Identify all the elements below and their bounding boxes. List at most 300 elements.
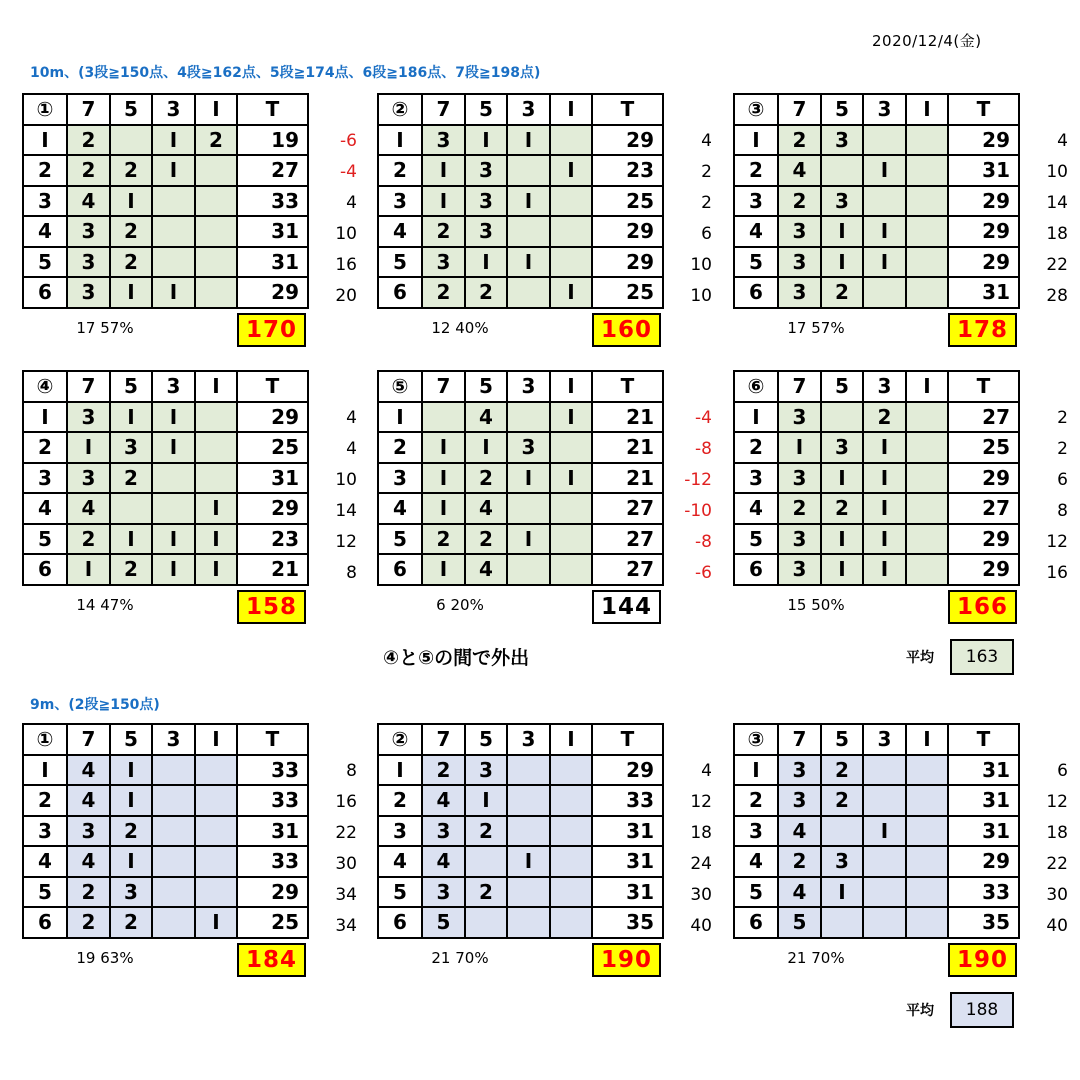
hit-count-cell	[550, 846, 592, 877]
hit-count-cell: 2	[821, 277, 863, 308]
hit-count-cell: 3	[778, 554, 821, 585]
hit-count-cell: I	[863, 155, 906, 186]
hit-count-cell: 3	[778, 785, 821, 816]
hit-count-cell: 4	[422, 846, 465, 877]
column-header: T	[237, 371, 308, 402]
hit-count-cell: 2	[778, 493, 821, 524]
hit-count-cell: 2	[422, 277, 465, 308]
hit-count-cell: I	[422, 186, 465, 217]
cumulative-diff: 2	[1057, 439, 1068, 459]
hit-count-cell: I	[195, 907, 237, 938]
table-row	[23, 816, 308, 847]
end-number: 3	[734, 816, 778, 847]
end-number: 6	[734, 554, 778, 585]
hit-count-cell: 2	[465, 463, 507, 494]
score-table	[22, 723, 309, 939]
table-row	[378, 155, 663, 186]
cumulative-diff: 16	[335, 255, 357, 275]
hit-rate-stat: 15 50%	[787, 596, 845, 614]
score-table	[733, 723, 1020, 939]
end-number: 2	[23, 785, 67, 816]
cumulative-diff: 30	[1046, 885, 1068, 905]
cumulative-diff: -4	[340, 162, 357, 182]
column-header: 3	[507, 94, 550, 125]
hit-count-cell	[906, 277, 948, 308]
column-header: T	[948, 94, 1019, 125]
end-total: 21	[592, 463, 663, 494]
hit-count-cell: I	[863, 524, 906, 555]
hit-count-cell: 4	[67, 785, 110, 816]
end-total: 33	[237, 755, 308, 786]
table-row	[734, 524, 1019, 555]
hit-count-cell: I	[507, 186, 550, 217]
table-row	[378, 432, 663, 463]
end-number: 5	[23, 247, 67, 278]
hit-count-cell: 2	[110, 155, 152, 186]
hit-count-cell	[195, 186, 237, 217]
end-number: 6	[23, 554, 67, 585]
end-number: 2	[378, 155, 422, 186]
hit-count-cell	[152, 846, 195, 877]
column-header: T	[237, 94, 308, 125]
hit-count-cell: I	[465, 247, 507, 278]
hit-rate-stat: 17 57%	[76, 319, 134, 337]
column-header: 3	[863, 94, 906, 125]
end-total: 29	[592, 247, 663, 278]
hit-count-cell	[821, 402, 863, 433]
hit-count-cell: I	[863, 463, 906, 494]
cumulative-diff: 8	[346, 761, 357, 781]
end-total: 29	[948, 463, 1019, 494]
end-number: 3	[23, 463, 67, 494]
hit-count-cell	[906, 186, 948, 217]
end-number: 2	[734, 785, 778, 816]
average-label-10m: 平均	[906, 650, 934, 666]
score-table	[377, 93, 664, 309]
cumulative-diff: 8	[346, 563, 357, 583]
hit-count-cell: 3	[507, 432, 550, 463]
cumulative-diff: 18	[1046, 823, 1068, 843]
hit-count-cell	[507, 907, 550, 938]
hit-count-cell: I	[67, 432, 110, 463]
game-total-score: 158	[237, 590, 306, 624]
end-number: 3	[734, 463, 778, 494]
end-total: 31	[237, 463, 308, 494]
hit-count-cell: 2	[67, 877, 110, 908]
cumulative-diff: 22	[1046, 854, 1068, 874]
hit-count-cell	[863, 755, 906, 786]
end-number: 4	[734, 216, 778, 247]
hit-count-cell: I	[465, 125, 507, 156]
end-total: 29	[592, 216, 663, 247]
hit-count-cell	[550, 907, 592, 938]
column-header: T	[592, 724, 663, 755]
cumulative-diff: 40	[1046, 916, 1068, 936]
end-total: 23	[592, 155, 663, 186]
column-header: I	[195, 724, 237, 755]
cumulative-diff: -6	[695, 563, 712, 583]
hit-count-cell: 3	[821, 186, 863, 217]
end-number: I	[23, 402, 67, 433]
table-row	[734, 554, 1019, 585]
hit-count-cell	[906, 785, 948, 816]
end-total: 33	[237, 186, 308, 217]
hit-count-cell: I	[152, 125, 195, 156]
cumulative-diff: 10	[335, 470, 357, 490]
hit-count-cell	[906, 463, 948, 494]
column-header: I	[906, 94, 948, 125]
hit-count-cell	[863, 125, 906, 156]
end-number: 6	[734, 907, 778, 938]
hit-count-cell	[906, 816, 948, 847]
cumulative-diff: -8	[695, 439, 712, 459]
end-total: 25	[237, 432, 308, 463]
end-total: 33	[948, 877, 1019, 908]
hit-count-cell	[507, 755, 550, 786]
end-number: 5	[378, 524, 422, 555]
header-row	[23, 94, 308, 125]
cumulative-diff: 8	[1057, 501, 1068, 521]
outing-note: ④と⑤の間で外出	[383, 647, 530, 669]
hit-rate-stat: 19 63%	[76, 949, 134, 967]
cumulative-diff: 20	[335, 286, 357, 306]
column-header: 5	[465, 724, 507, 755]
column-header: I	[195, 371, 237, 402]
cumulative-diff: 34	[335, 916, 357, 936]
hit-count-cell	[195, 846, 237, 877]
cumulative-diff: 2	[701, 193, 712, 213]
hit-count-cell	[550, 877, 592, 908]
cumulative-diff: 10	[690, 286, 712, 306]
cumulative-diff: 12	[1046, 792, 1068, 812]
end-number: 5	[378, 877, 422, 908]
end-number: 2	[378, 785, 422, 816]
table-row	[23, 524, 308, 555]
column-header: I	[906, 371, 948, 402]
hit-count-cell	[465, 846, 507, 877]
hit-count-cell: I	[550, 402, 592, 433]
end-total: 33	[237, 846, 308, 877]
hit-count-cell: I	[110, 785, 152, 816]
cumulative-diff: 4	[346, 439, 357, 459]
end-number: 5	[23, 524, 67, 555]
cumulative-diff: -8	[695, 532, 712, 552]
game-total-score: 184	[237, 943, 306, 977]
average-box-10m: 163	[950, 639, 1014, 675]
hit-count-cell: I	[507, 247, 550, 278]
table-row	[378, 846, 663, 877]
end-number: 5	[734, 877, 778, 908]
game-total-score: 190	[592, 943, 661, 977]
hit-count-cell: 3	[465, 186, 507, 217]
game-number: ③	[734, 94, 778, 125]
cumulative-diff: 24	[690, 854, 712, 874]
hit-count-cell: I	[821, 554, 863, 585]
header-row	[23, 724, 308, 755]
end-total: 27	[592, 493, 663, 524]
hit-count-cell: 2	[863, 402, 906, 433]
end-total: 29	[948, 524, 1019, 555]
hit-count-cell	[507, 877, 550, 908]
hit-count-cell: 3	[67, 216, 110, 247]
hit-count-cell	[863, 785, 906, 816]
hit-count-cell: 5	[422, 907, 465, 938]
hit-count-cell: I	[152, 155, 195, 186]
hit-count-cell	[863, 877, 906, 908]
end-total: 33	[237, 785, 308, 816]
hit-count-cell: I	[863, 493, 906, 524]
column-header: 7	[67, 371, 110, 402]
table-row	[23, 216, 308, 247]
hit-count-cell: 4	[67, 846, 110, 877]
end-total: 25	[948, 432, 1019, 463]
hit-count-cell: I	[195, 524, 237, 555]
table-row	[734, 493, 1019, 524]
end-number: 4	[378, 216, 422, 247]
hit-count-cell	[906, 216, 948, 247]
end-number: 4	[23, 216, 67, 247]
table-row	[378, 216, 663, 247]
average-box-9m: 188	[950, 992, 1014, 1028]
hit-count-cell: 4	[465, 402, 507, 433]
end-total: 25	[592, 186, 663, 217]
cumulative-diff: 10	[690, 255, 712, 275]
hit-count-cell: I	[152, 432, 195, 463]
hit-count-cell: 2	[110, 247, 152, 278]
hit-count-cell: I	[422, 432, 465, 463]
hit-count-cell	[863, 907, 906, 938]
hit-count-cell	[195, 816, 237, 847]
table-row	[378, 755, 663, 786]
hit-count-cell: 3	[778, 755, 821, 786]
table-row	[734, 402, 1019, 433]
hit-count-cell	[550, 125, 592, 156]
end-number: I	[378, 125, 422, 156]
end-number: 3	[378, 463, 422, 494]
end-total: 29	[592, 755, 663, 786]
hit-count-cell	[906, 524, 948, 555]
hit-count-cell	[906, 402, 948, 433]
column-header: 3	[152, 724, 195, 755]
table-row	[23, 432, 308, 463]
end-total: 31	[948, 277, 1019, 308]
hit-count-cell: 2	[67, 524, 110, 555]
cumulative-diff: 14	[1046, 193, 1068, 213]
hit-count-cell: I	[550, 463, 592, 494]
column-header: 7	[67, 94, 110, 125]
column-header: 3	[152, 94, 195, 125]
hit-count-cell: 3	[778, 216, 821, 247]
hit-count-cell: I	[821, 463, 863, 494]
end-total: 31	[592, 877, 663, 908]
end-number: 3	[378, 816, 422, 847]
end-number: 6	[378, 907, 422, 938]
hit-count-cell	[906, 846, 948, 877]
end-number: 6	[23, 907, 67, 938]
hit-count-cell: 2	[110, 216, 152, 247]
end-total: 21	[237, 554, 308, 585]
end-number: 4	[23, 846, 67, 877]
hit-count-cell: 2	[465, 277, 507, 308]
hit-count-cell: I	[821, 216, 863, 247]
end-total: 29	[948, 846, 1019, 877]
hit-count-cell: 4	[778, 877, 821, 908]
game-number: ④	[23, 371, 67, 402]
end-total: 31	[237, 216, 308, 247]
end-total: 31	[948, 155, 1019, 186]
end-number: 4	[734, 493, 778, 524]
hit-count-cell: I	[67, 554, 110, 585]
table-row	[378, 125, 663, 156]
column-header: 5	[465, 371, 507, 402]
column-header: 5	[110, 371, 152, 402]
end-number: 6	[378, 554, 422, 585]
end-total: 29	[948, 125, 1019, 156]
hit-count-cell: 3	[821, 846, 863, 877]
table-row	[23, 554, 308, 585]
game-total-score: 178	[948, 313, 1017, 347]
table-row	[23, 247, 308, 278]
hit-count-cell	[195, 755, 237, 786]
column-header: 7	[67, 724, 110, 755]
cumulative-diff: 18	[690, 823, 712, 843]
hit-count-cell	[195, 155, 237, 186]
cumulative-diff: 12	[690, 792, 712, 812]
column-header: 3	[863, 724, 906, 755]
end-total: 29	[948, 554, 1019, 585]
end-total: 25	[592, 277, 663, 308]
hit-count-cell: 2	[195, 125, 237, 156]
hit-count-cell: 3	[465, 155, 507, 186]
table-row	[734, 785, 1019, 816]
table-row	[734, 186, 1019, 217]
score-table	[377, 370, 664, 586]
game-total-score: 160	[592, 313, 661, 347]
game-number: ⑤	[378, 371, 422, 402]
end-number: 2	[23, 155, 67, 186]
hit-count-cell	[550, 186, 592, 217]
score-table	[733, 93, 1020, 309]
hit-count-cell: I	[863, 432, 906, 463]
cumulative-diff: -12	[684, 470, 712, 490]
table-row	[23, 755, 308, 786]
hit-count-cell: 4	[67, 755, 110, 786]
hit-rate-stat: 17 57%	[787, 319, 845, 337]
hit-count-cell: I	[465, 785, 507, 816]
hit-count-cell: I	[110, 277, 152, 308]
end-number: 6	[23, 277, 67, 308]
hit-count-cell	[550, 785, 592, 816]
end-number: I	[378, 402, 422, 433]
hit-count-cell: 3	[67, 247, 110, 278]
cumulative-diff: 30	[335, 854, 357, 874]
hit-count-cell: I	[465, 432, 507, 463]
end-total: 25	[237, 907, 308, 938]
table-row	[734, 907, 1019, 938]
hit-rate-stat: 6 20%	[436, 596, 484, 614]
table-row	[23, 155, 308, 186]
game-total-score: 166	[948, 590, 1017, 624]
hit-count-cell	[195, 277, 237, 308]
cumulative-diff: 18	[1046, 224, 1068, 244]
hit-count-cell: I	[152, 277, 195, 308]
end-total: 27	[237, 155, 308, 186]
hit-count-cell: 4	[67, 493, 110, 524]
cumulative-diff: 22	[335, 823, 357, 843]
cumulative-diff: -6	[340, 131, 357, 151]
end-number: 5	[378, 247, 422, 278]
header-row	[734, 724, 1019, 755]
game-total-score: 190	[948, 943, 1017, 977]
table-row	[378, 907, 663, 938]
hit-count-cell: 2	[422, 755, 465, 786]
end-number: 5	[23, 877, 67, 908]
hit-count-cell	[152, 907, 195, 938]
table-row	[734, 125, 1019, 156]
column-header: T	[948, 724, 1019, 755]
end-number: I	[23, 755, 67, 786]
table-row	[23, 277, 308, 308]
game-total-score: 170	[237, 313, 306, 347]
column-header: T	[237, 724, 308, 755]
hit-count-cell	[507, 277, 550, 308]
hit-count-cell: 3	[67, 816, 110, 847]
end-number: 6	[734, 277, 778, 308]
hit-count-cell: I	[152, 402, 195, 433]
hit-count-cell: 2	[465, 816, 507, 847]
hit-count-cell	[195, 785, 237, 816]
cumulative-diff: 40	[690, 916, 712, 936]
hit-count-cell	[906, 907, 948, 938]
hit-count-cell	[152, 785, 195, 816]
hit-count-cell	[195, 463, 237, 494]
hit-count-cell: 3	[67, 463, 110, 494]
game-total-score: 144	[592, 590, 661, 624]
table-row	[734, 755, 1019, 786]
end-total: 31	[592, 846, 663, 877]
hit-count-cell: I	[821, 524, 863, 555]
end-number: 5	[734, 524, 778, 555]
hit-count-cell	[195, 247, 237, 278]
hit-count-cell	[152, 247, 195, 278]
hit-count-cell: 4	[465, 493, 507, 524]
cumulative-diff: 2	[1057, 408, 1068, 428]
hit-count-cell	[195, 402, 237, 433]
hit-count-cell: 3	[778, 463, 821, 494]
column-header: 5	[110, 724, 152, 755]
hit-count-cell	[110, 125, 152, 156]
hit-count-cell: I	[507, 463, 550, 494]
column-header: T	[592, 94, 663, 125]
hit-count-cell: I	[863, 216, 906, 247]
table-row	[23, 493, 308, 524]
end-total: 23	[237, 524, 308, 555]
cumulative-diff: 12	[335, 532, 357, 552]
end-total: 29	[237, 493, 308, 524]
end-total: 31	[237, 247, 308, 278]
hit-count-cell: 2	[465, 524, 507, 555]
table-row	[23, 402, 308, 433]
hit-count-cell: 3	[422, 816, 465, 847]
end-number: 3	[23, 816, 67, 847]
section-title-10m: 10m、(3段≧150点、4段≧162点、5段≧174点、6段≧186点、7段≧198点)	[30, 65, 541, 81]
hit-count-cell: I	[863, 247, 906, 278]
column-header: 5	[465, 94, 507, 125]
table-row	[378, 186, 663, 217]
hit-count-cell	[906, 755, 948, 786]
table-row	[378, 524, 663, 555]
hit-count-cell	[550, 493, 592, 524]
